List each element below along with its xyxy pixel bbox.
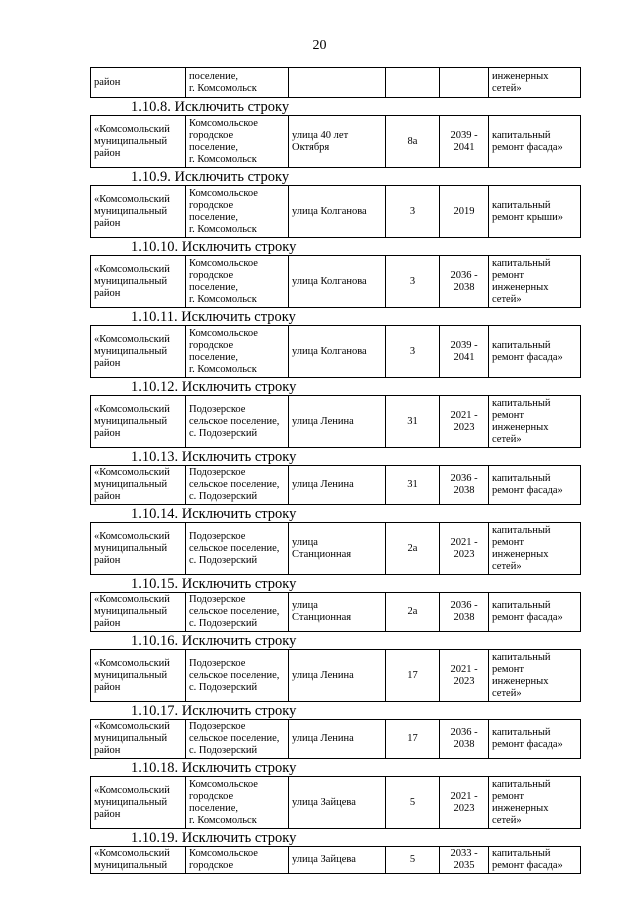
street-cell: улица Колганова xyxy=(289,186,386,238)
settlement-cell: Комсомольское городское поселение, г. Комсомольск xyxy=(186,256,289,308)
section-heading: 1.10.16. Исключить строку xyxy=(131,633,297,649)
settlement-cell: Комсомольское городское поселение, г. Комсомольск xyxy=(186,777,289,829)
street-cell xyxy=(289,68,386,98)
street-cell: улица Станционная xyxy=(289,523,386,575)
work-type-cell: капитальный ремонт инженерных сетей» xyxy=(489,523,581,575)
table-row xyxy=(91,396,581,448)
record-table xyxy=(90,255,581,308)
street-cell: улица Зайцева xyxy=(289,847,386,874)
table-row xyxy=(91,720,581,759)
work-type-cell: капитальный ремонт фасада» xyxy=(489,593,581,632)
district-cell: «Комсомольский муниципальный район xyxy=(91,256,186,308)
section-heading: 1.10.9. Исключить строку xyxy=(131,169,290,185)
district-cell: «Комсомольский муниципальный район xyxy=(91,326,186,378)
table-row xyxy=(91,68,581,98)
work-type-cell: капитальный ремонт инженерных сетей» xyxy=(489,650,581,702)
section-heading: 1.10.10. Исключить строку xyxy=(131,239,297,255)
district-cell: «Комсомольский муниципальный район xyxy=(91,777,186,829)
years-cell: 2033 - 2035 xyxy=(440,847,489,874)
record-table xyxy=(90,649,581,702)
house-number-cell: 3 xyxy=(386,186,440,238)
table-row xyxy=(91,847,581,874)
record-table xyxy=(90,185,581,238)
work-type-cell: капитальный ремонт инженерных сетей» xyxy=(489,396,581,448)
years-cell: 2039 - 2041 xyxy=(440,326,489,378)
years-cell: 2039 - 2041 xyxy=(440,116,489,168)
work-type-cell: капитальный ремонт фасада» xyxy=(489,116,581,168)
house-number-cell: 5 xyxy=(386,847,440,874)
district-cell: «Комсомольский муниципальный район xyxy=(91,396,186,448)
street-cell: улица Станционная xyxy=(289,593,386,632)
record-table xyxy=(90,776,581,829)
page-number: 20 xyxy=(312,38,327,53)
section-heading: 1.10.11. Исключить строку xyxy=(131,309,296,325)
section-heading: 1.10.19. Исключить строку xyxy=(131,830,297,846)
table-row xyxy=(91,116,581,168)
street-cell: улица Ленина xyxy=(289,466,386,505)
district-cell: «Комсомольский муниципальный район xyxy=(91,466,186,505)
years-cell: 2036 - 2038 xyxy=(440,466,489,505)
settlement-cell: Подозерское сельское поселение, с. Подозерский xyxy=(186,523,289,575)
record-table xyxy=(90,592,581,632)
settlement-cell: Подозерское сельское поселение, с. Подозерский xyxy=(186,593,289,632)
district-cell: «Комсомольский муниципальный район xyxy=(91,523,186,575)
settlement-cell: Подозерское сельское поселение, с. Подозерский xyxy=(186,720,289,759)
settlement-cell: Комсомольское городское xyxy=(186,847,289,874)
document-body xyxy=(90,67,580,874)
district-cell: «Комсомольский муниципальный район xyxy=(91,720,186,759)
table-row xyxy=(91,186,581,238)
record-table xyxy=(90,115,581,168)
house-number-cell: 17 xyxy=(386,720,440,759)
work-type-cell: капитальный ремонт фасада» xyxy=(489,847,581,874)
record-table xyxy=(90,522,581,575)
settlement-cell: Подозерское сельское поселение, с. Подозерский xyxy=(186,396,289,448)
house-number-cell: 2а xyxy=(386,593,440,632)
district-cell: «Комсомольский муниципальный район xyxy=(91,186,186,238)
record-table xyxy=(90,395,581,448)
years-cell: 2036 - 2038 xyxy=(440,593,489,632)
table-row xyxy=(91,326,581,378)
years-cell: 2036 - 2038 xyxy=(440,720,489,759)
district-cell: «Комсомольский муниципальный район xyxy=(91,593,186,632)
house-number-cell: 5 xyxy=(386,777,440,829)
section-heading: 1.10.8. Исключить строку xyxy=(131,99,290,115)
section-heading: 1.10.13. Исключить строку xyxy=(131,449,297,465)
house-number-cell: 3 xyxy=(386,326,440,378)
district-cell: «Комсомольский муниципальный район xyxy=(91,116,186,168)
house-number-cell: 3 xyxy=(386,256,440,308)
years-cell: 2021 - 2023 xyxy=(440,396,489,448)
record-table xyxy=(90,846,581,874)
settlement-cell: поселение, г. Комсомольск xyxy=(186,68,289,98)
record-table xyxy=(90,719,581,759)
settlement-cell: Комсомольское городское поселение, г. Комсомольск xyxy=(186,326,289,378)
settlement-cell: Комсомольское городское поселение, г. Комсомольск xyxy=(186,116,289,168)
district-cell: район xyxy=(91,68,186,98)
work-type-cell: капитальный ремонт инженерных сетей» xyxy=(489,777,581,829)
section-heading: 1.10.14. Исключить строку xyxy=(131,506,297,522)
house-number-cell: 31 xyxy=(386,396,440,448)
house-number-cell: 8а xyxy=(386,116,440,168)
section-heading: 1.10.17. Исключить строку xyxy=(131,703,297,719)
years-cell: 2019 xyxy=(440,186,489,238)
section-heading: 1.10.18. Исключить строку xyxy=(131,760,297,776)
house-number-cell: 2а xyxy=(386,523,440,575)
years-cell: 2021 - 2023 xyxy=(440,777,489,829)
work-type-cell: инженерных сетей» xyxy=(489,68,581,98)
work-type-cell: капитальный ремонт фасада» xyxy=(489,326,581,378)
work-type-cell: капитальный ремонт крыши» xyxy=(489,186,581,238)
district-cell: «Комсомольский муниципальный xyxy=(91,847,186,874)
years-cell: 2021 - 2023 xyxy=(440,523,489,575)
house-number-cell: 17 xyxy=(386,650,440,702)
district-cell: «Комсомольский муниципальный район xyxy=(91,650,186,702)
street-cell: улица Ленина xyxy=(289,720,386,759)
table-row xyxy=(91,523,581,575)
table-row xyxy=(91,256,581,308)
table-row xyxy=(91,777,581,829)
settlement-cell: Подозерское сельское поселение, с. Подозерский xyxy=(186,650,289,702)
years-cell: 2036 - 2038 xyxy=(440,256,489,308)
work-type-cell: капитальный ремонт инженерных сетей» xyxy=(489,256,581,308)
street-cell: улица Ленина xyxy=(289,650,386,702)
section-heading: 1.10.12. Исключить строку xyxy=(131,379,297,395)
settlement-cell: Подозерское сельское поселение, с. Подозерский xyxy=(186,466,289,505)
record-table xyxy=(90,67,581,98)
record-table xyxy=(90,465,581,505)
table-row xyxy=(91,593,581,632)
street-cell: улица 40 лет Октября xyxy=(289,116,386,168)
table-row xyxy=(91,466,581,505)
settlement-cell: Комсомольское городское поселение, г. Комсомольск xyxy=(186,186,289,238)
years-cell xyxy=(440,68,489,98)
house-number-cell xyxy=(386,68,440,98)
section-heading: 1.10.15. Исключить строку xyxy=(131,576,297,592)
house-number-cell: 31 xyxy=(386,466,440,505)
work-type-cell: капитальный ремонт фасада» xyxy=(489,466,581,505)
street-cell: улица Зайцева xyxy=(289,777,386,829)
table-row xyxy=(91,650,581,702)
street-cell: улица Колганова xyxy=(289,256,386,308)
work-type-cell: капитальный ремонт фасада» xyxy=(489,720,581,759)
street-cell: улица Ленина xyxy=(289,396,386,448)
record-table xyxy=(90,325,581,378)
street-cell: улица Колганова xyxy=(289,326,386,378)
years-cell: 2021 - 2023 xyxy=(440,650,489,702)
